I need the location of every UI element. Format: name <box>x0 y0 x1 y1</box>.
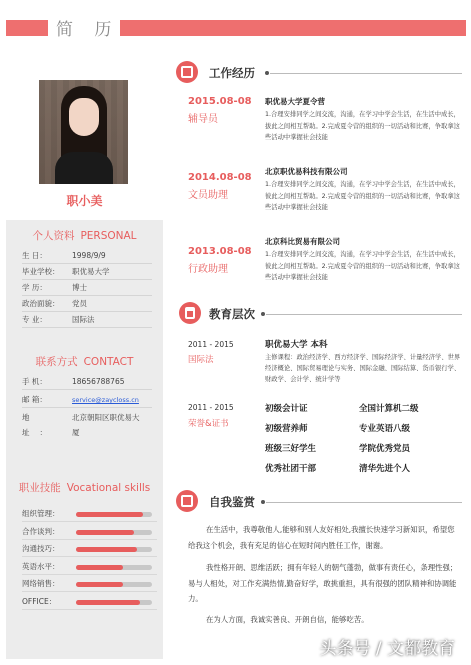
skill-bar-fill <box>76 600 140 605</box>
job-role: 文员助理 <box>188 190 228 201</box>
cert-item: 清华先进个人 <box>359 464 411 474</box>
evaluation-paragraph: 在为人方面，我诚实善良、开朗自信，能够吃苦。 <box>206 615 369 624</box>
skill-label: 合作谈判： <box>22 526 60 536</box>
honors-label: 荣誉&证书 <box>188 419 229 429</box>
personal-row-degree: 学 历： 博士 <box>22 280 152 296</box>
cert-item: 优秀社团干部 <box>265 464 317 474</box>
skill-bar-track <box>76 530 152 535</box>
job-description: 1.合理安排同学之间交流，沟通，在学习中学会生活，在生活中成长，彼此之间相互帮助。2.完成夏令营的组织的一切活动和比赛，争取拿这些活动中掌握社会技能 <box>265 181 460 211</box>
skill-label: 沟通技巧： <box>22 544 60 553</box>
education-date: 2011 - 2015 <box>188 340 234 349</box>
skill-row <box>22 559 157 575</box>
skill-label: 英语水平： <box>22 561 60 571</box>
job-role: 行政助理 <box>188 264 228 275</box>
education-school: 职优易大学 本科 <box>265 340 328 350</box>
education-major: 国际法 <box>188 355 214 365</box>
skill-row <box>22 576 157 592</box>
evaluation-paragraph: 在生活中，我尊敬他人,能够和别人友好相处,我擅长快速学习新知识，希望您给我这个机会，我有充足的信心在短时间内胜任工作，谢谢。 <box>188 525 455 550</box>
info-panel <box>6 220 163 659</box>
skill-bar-track <box>76 512 152 517</box>
work-heading: 工作经历 <box>209 66 255 80</box>
job-date: 2013.08-08 <box>188 246 252 257</box>
education-heading: 教育层次 <box>209 307 255 321</box>
evaluation-paragraph: 我性格开朗、思维活跃；拥有年轻人的朝气蓬勃，做事有责任心，条理性强；易与人相处，对工作充满热情,勤奋好学，敢挑重担，具有很强的团队精神和协调能力。 <box>188 563 458 603</box>
personal-section-title: 个人资料 PERSONAL <box>32 230 137 242</box>
skills-section-title: 职业技能 Vocational skills <box>18 482 151 494</box>
job-date: 2015.08-08 <box>188 96 252 107</box>
skill-bar-fill <box>76 530 134 535</box>
education-heading-dot <box>261 312 265 316</box>
evaluation-heading-line <box>266 502 462 503</box>
skill-bar-track <box>76 547 152 552</box>
book-icon <box>179 302 201 324</box>
evaluation-heading-dot <box>261 500 265 504</box>
personal-row-school: 毕业学校： 职优易大学 <box>22 264 152 280</box>
job-company: 北京科比贸易有限公司 <box>265 237 340 246</box>
skill-bar-track <box>76 582 152 587</box>
education-heading-line <box>266 314 462 315</box>
education-description: 主修课程：政治经济学、西方经济学、国际经济学、计量经济学、世界经济概论、国际贸易理论与实务、国际金融、国际结算、货币银行学、财政学、会计学、统计学等 <box>265 354 461 383</box>
skill-row <box>22 594 157 610</box>
skill-row <box>22 524 157 540</box>
cert-item: 专业英语八级 <box>359 424 411 434</box>
skill-bar-fill <box>76 565 123 570</box>
skill-bar-fill <box>76 582 123 587</box>
cert-item: 初级会计证 <box>265 404 308 414</box>
cert-item: 初级营养师 <box>265 424 308 434</box>
job-company: 职优易大学夏令营 <box>265 97 325 106</box>
document-icon <box>176 490 198 512</box>
contact-section-title: 联系方式 CONTACT <box>35 356 134 368</box>
page-title: 简 历 <box>56 20 120 40</box>
work-heading-line <box>270 73 462 74</box>
cert-item: 学院优秀党员 <box>359 444 411 454</box>
contact-row-email: 邮 箱： service@zaycloss.cn <box>22 392 152 408</box>
job-date: 2014.08-08 <box>188 172 252 183</box>
profile-name: 职小美 <box>66 194 103 208</box>
skill-bar-fill <box>76 547 137 552</box>
contact-row-phone: 手 机： 18656788765 <box>22 374 152 390</box>
skill-bar-track <box>76 565 152 570</box>
job-company: 北京职优易科技有限公司 <box>265 167 348 176</box>
left-column <box>6 42 163 659</box>
evaluation-heading: 自我鉴赏 <box>209 495 255 509</box>
profile-photo <box>39 80 128 184</box>
cert-item: 全国计算机二级 <box>359 404 419 414</box>
job-description: 1.合理安排同学之间交流，沟通，在学习中学会生活，在生活中成长，拔此之间相互帮助。2.完成夏令营的组织的一切活动和比赛，争取拿这些活动中掌握社会技能 <box>265 111 460 141</box>
cert-item: 班级三好学生 <box>265 444 317 454</box>
job-role: 辅导员 <box>188 114 218 125</box>
personal-row-political: 政治面貌： 党员 <box>22 296 152 312</box>
skill-label: 组织管理： <box>22 509 60 518</box>
honors-date: 2011 - 2015 <box>188 403 234 412</box>
watermark: 头条号 / 文都教育 <box>319 639 455 659</box>
skill-bar-fill <box>76 512 143 517</box>
personal-row-major: 专 业： 国际法 <box>22 312 152 328</box>
personal-row-birthday: 生 日： 1998/9/9 <box>22 248 152 264</box>
job-description: 1.合理安排同学之间交流，沟通，在学习中学会生活，在生活中成长，彼此之间相互帮助。2.完成夏令营的组织的一切活动和比赛，争取拿这些活动中掌握社会技能 <box>265 251 460 281</box>
briefcase-icon <box>176 61 198 83</box>
header-accent-right <box>120 20 466 36</box>
skill-bar-track <box>76 600 152 605</box>
skill-label: 网络销售： <box>22 579 60 588</box>
skill-row <box>22 541 157 557</box>
work-heading-dot <box>265 71 269 75</box>
skill-row <box>22 506 157 522</box>
contact-row-address: 地 址：北京朝阳区职优易大厦 <box>22 413 140 437</box>
header-accent-left <box>6 20 48 36</box>
email-link[interactable]: service@zaycloss.cn <box>72 396 139 404</box>
skill-label: OFFICE： <box>22 596 57 606</box>
